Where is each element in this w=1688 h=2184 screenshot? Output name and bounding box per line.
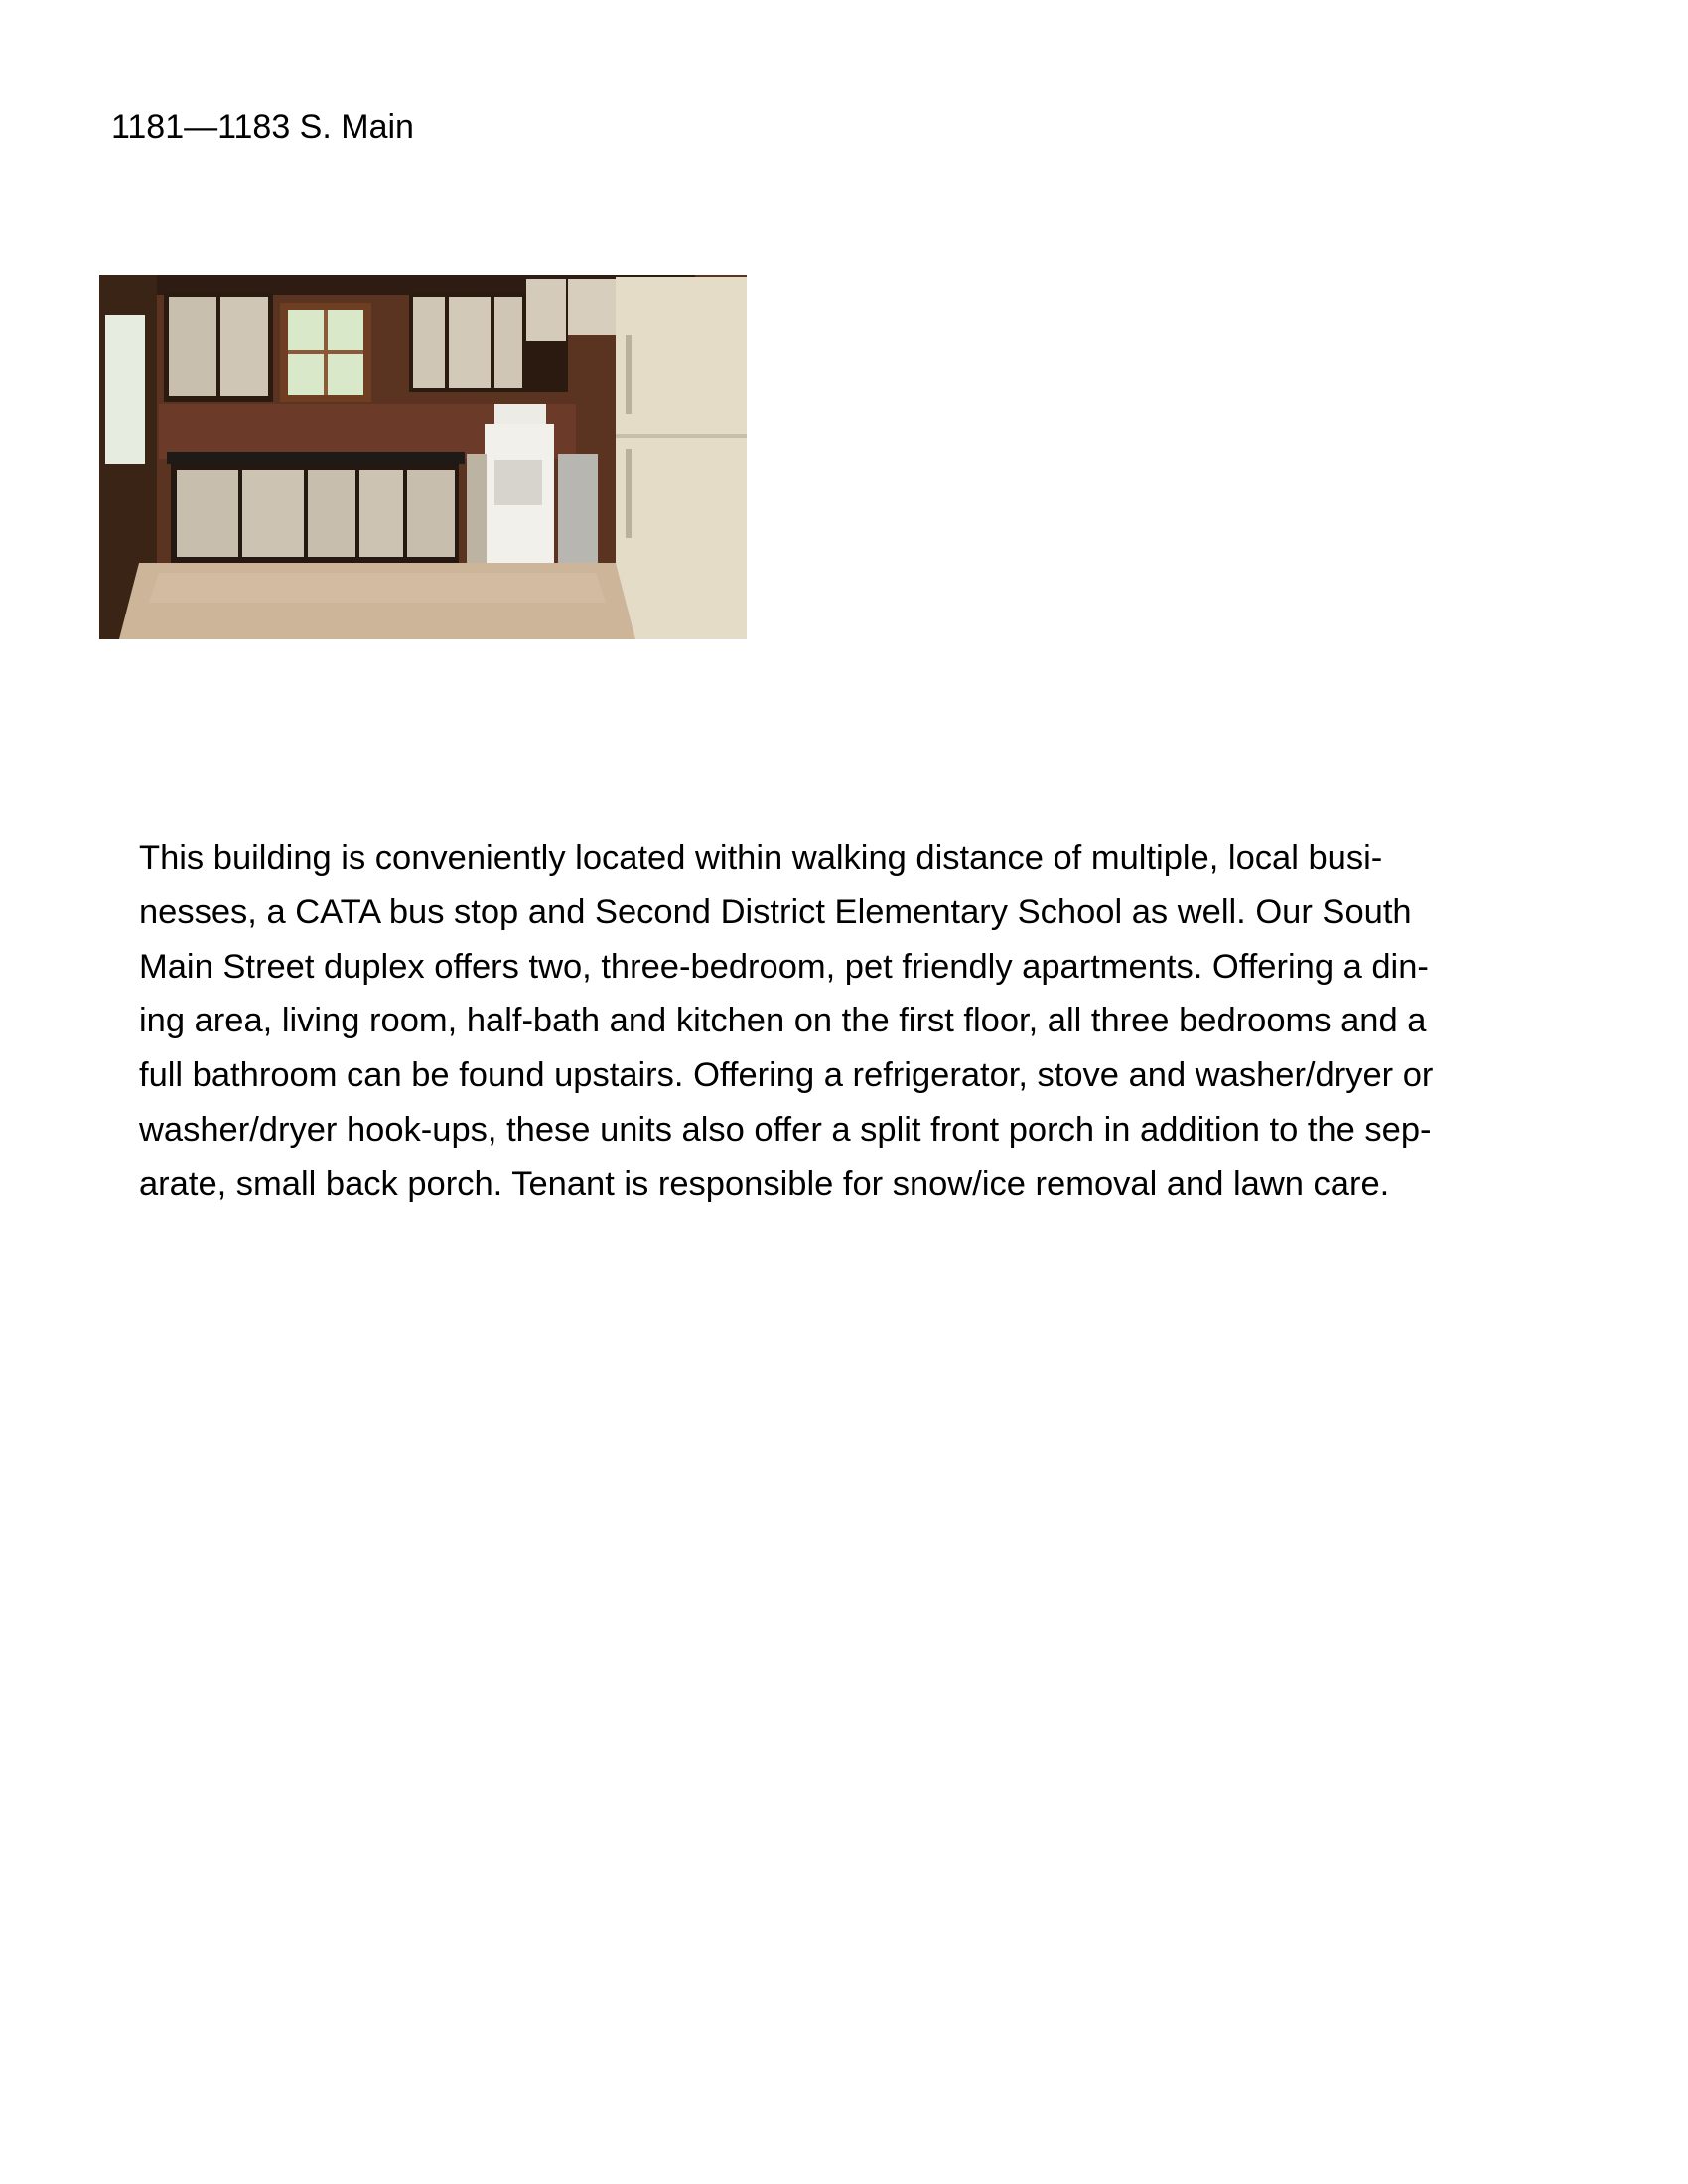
description-line: Main Street duplex offers two, three-bedroom, pet friendly apartments. Offering a din- (139, 947, 1429, 986)
description-line: nesses, a CATA bus stop and Second District Elementary School as well. Our South (139, 892, 1412, 931)
description-line: This building is conveniently located within walking distance of multiple, local busi- (139, 839, 1383, 877)
page-title: 1181—1183 S. Main (111, 108, 414, 146)
description-line: arate, small back porch. Tenant is responsible for snow/ice removal and lawn care. (139, 1164, 1390, 1203)
description-line: ing area, living room, half-bath and kitchen on the first floor, all three bedrooms and a (139, 1002, 1427, 1040)
description-line: washer/dryer hook-ups, these units also offer a split front porch in addition to the sep- (139, 1110, 1432, 1149)
kitchen-photo (99, 275, 747, 639)
property-description (139, 831, 1509, 1212)
description-line: full bathroom can be found upstairs. Offering a refrigerator, stove and washer/dryer or (139, 1056, 1434, 1095)
